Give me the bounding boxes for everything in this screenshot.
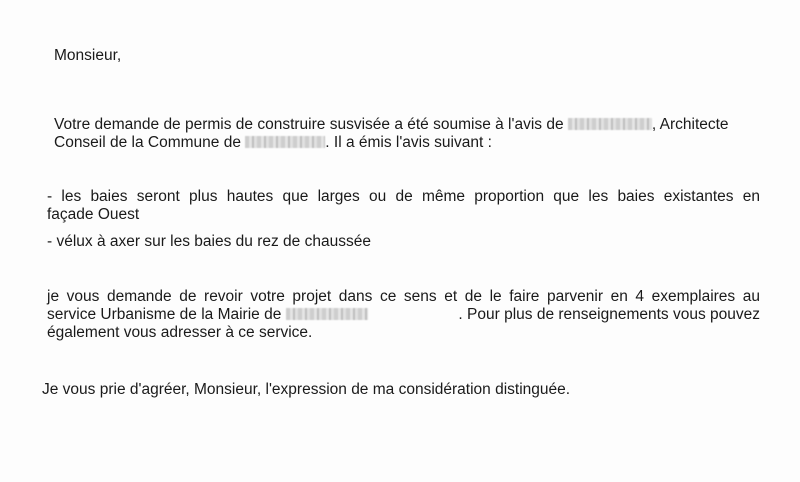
- closing-formula: Je vous prie d'agréer, Monsieur, l'expression de ma considération distinguée.: [42, 381, 571, 398]
- redacted-mairie-name: [286, 308, 368, 320]
- redacted-commune-name: [245, 136, 325, 148]
- paragraph-1-line-2: [54, 134, 492, 152]
- paragraph-1-line-1-text: Votre demande de permis de construire susvisée a été soumise à l'avis de: [54, 116, 564, 133]
- paragraph-1-line-2-text: Conseil de la Commune de: [54, 134, 241, 151]
- salutation: Monsieur,: [54, 47, 122, 64]
- paragraph-2-line-2-text: service Urbanisme de la Mairie de: [47, 306, 282, 323]
- paragraph-1-line-1-end: , Architecte: [651, 116, 729, 133]
- paragraph-1-line-1: [54, 116, 758, 134]
- paragraph-1-line-2-end: . Il a émis l'avis suivant :: [325, 134, 492, 151]
- paragraph-2-line-1: je vous demande de revoir votre projet dans ce sens et de le faire parvenir en 4 exemplaires au: [47, 288, 760, 305]
- bullet-2: - vélux à axer sur les baies du rez de chaussée: [47, 233, 371, 250]
- bullet-1-line-1: - les baies seront plus hautes que larges ou de même proportion que les baies existantes en: [47, 188, 760, 205]
- paragraph-2-line-3: également vous adresser à ce service.: [47, 324, 313, 341]
- paragraph-2-line-2-end: . Pour plus de renseignements vous pouvez: [458, 306, 760, 323]
- paragraph-2-line-2: [47, 306, 760, 324]
- bullet-1-line-2: façade Ouest: [47, 206, 140, 223]
- redacted-architect-name: [568, 118, 652, 130]
- paragraph-2-line-2-group: [47, 306, 368, 324]
